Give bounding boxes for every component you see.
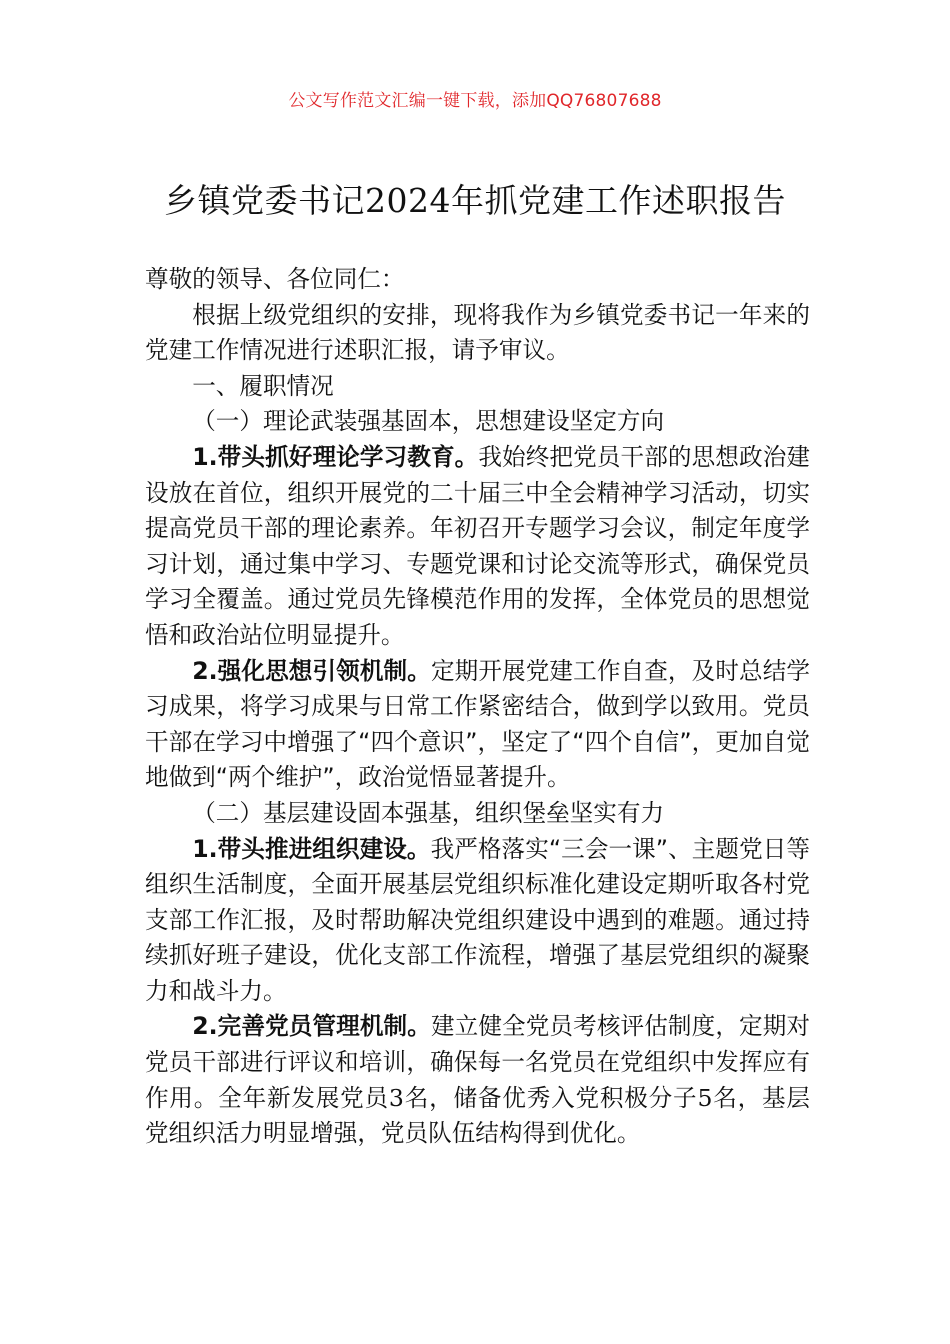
- paragraph-lead: 1.带头抓好理论学习教育。: [192, 442, 479, 471]
- paragraph-member-management: [145, 1009, 810, 1151]
- download-watermark: 公文写作范文汇编一键下载，添加QQ76807688: [288, 91, 662, 111]
- paragraph-text: 我始终把党员干部的思想政治建设放在首位，组织开展党的二十届三中全会精神学习活动，切实提高党员干部的理论素养。年初召开专题学习会议，制定年度学习计划，通过集中学习、专题党课和讨论交流等形式，确保党员学习全覆盖。通过党员先锋模范作用的发挥，全体党员的思想觉悟和政治站位明显提升。: [145, 442, 810, 649]
- document-title: 乡镇党委书记2024年抓党建工作述职报告: [164, 181, 786, 220]
- paragraph-text: 建立健全党员考核评估制度，定期对党员干部进行评议和培训，确保每一名党员在党组织中发挥应有作用。全年新发展党员: [145, 1012, 810, 1112]
- paragraph-organization-building: [145, 832, 810, 1010]
- activists-count: 5: [697, 1083, 713, 1112]
- paragraph-ideology-guidance: [145, 654, 810, 796]
- paragraph-lead: 2.完善党员管理机制。: [192, 1012, 431, 1041]
- section-heading-performance: 一、履职情况: [192, 371, 334, 400]
- paragraph-text: 我严格落实“三会一课”、主题党日等组织生活制度，全面开展基层党组织标准化建设定期听取各村党支部工作汇报，及时帮助解决党组织建设中遇到的难题。通过持续抓好班子建设，优化支部工作流程，增强了基层党组织的凝聚力和战斗力。: [145, 834, 810, 1005]
- document-body: [145, 262, 810, 1152]
- intro-paragraph: 根据上级党组织的安排，现将我作为乡镇党委书记一年来的党建工作情况进行述职汇报，请予审议。: [145, 300, 810, 365]
- paragraph-text: 名，基层党组织活力明显增强，党员队伍结构得到优化。: [145, 1083, 811, 1148]
- paragraph-theory-study: [145, 440, 810, 654]
- paragraph-lead: 2.强化思想引领机制。: [192, 656, 431, 685]
- paragraph-lead: 1.带头推进组织建设。: [192, 834, 431, 863]
- salutation: 尊敬的领导、各位同仁：: [145, 265, 405, 293]
- subsection-heading-grassroots: （二）基层建设固本强基，组织堡垒坚实有力: [192, 798, 665, 827]
- paragraph-text: 定期开展党建工作自查，及时总结学习成果，将学习成果与日常工作紧密结合，做到学以致用。党员干部在学习中增强了“四个意识”，坚定了“四个自信”，更加自觉地做到“两个维护”，政治觉悟显著提升。: [145, 656, 810, 792]
- paragraph-text: 名，储备优秀入党积极分子: [403, 1083, 698, 1112]
- new-members-count: 3: [388, 1083, 404, 1112]
- subsection-heading-theory: （一）理论武装强基固本，思想建设坚定方向: [192, 407, 665, 436]
